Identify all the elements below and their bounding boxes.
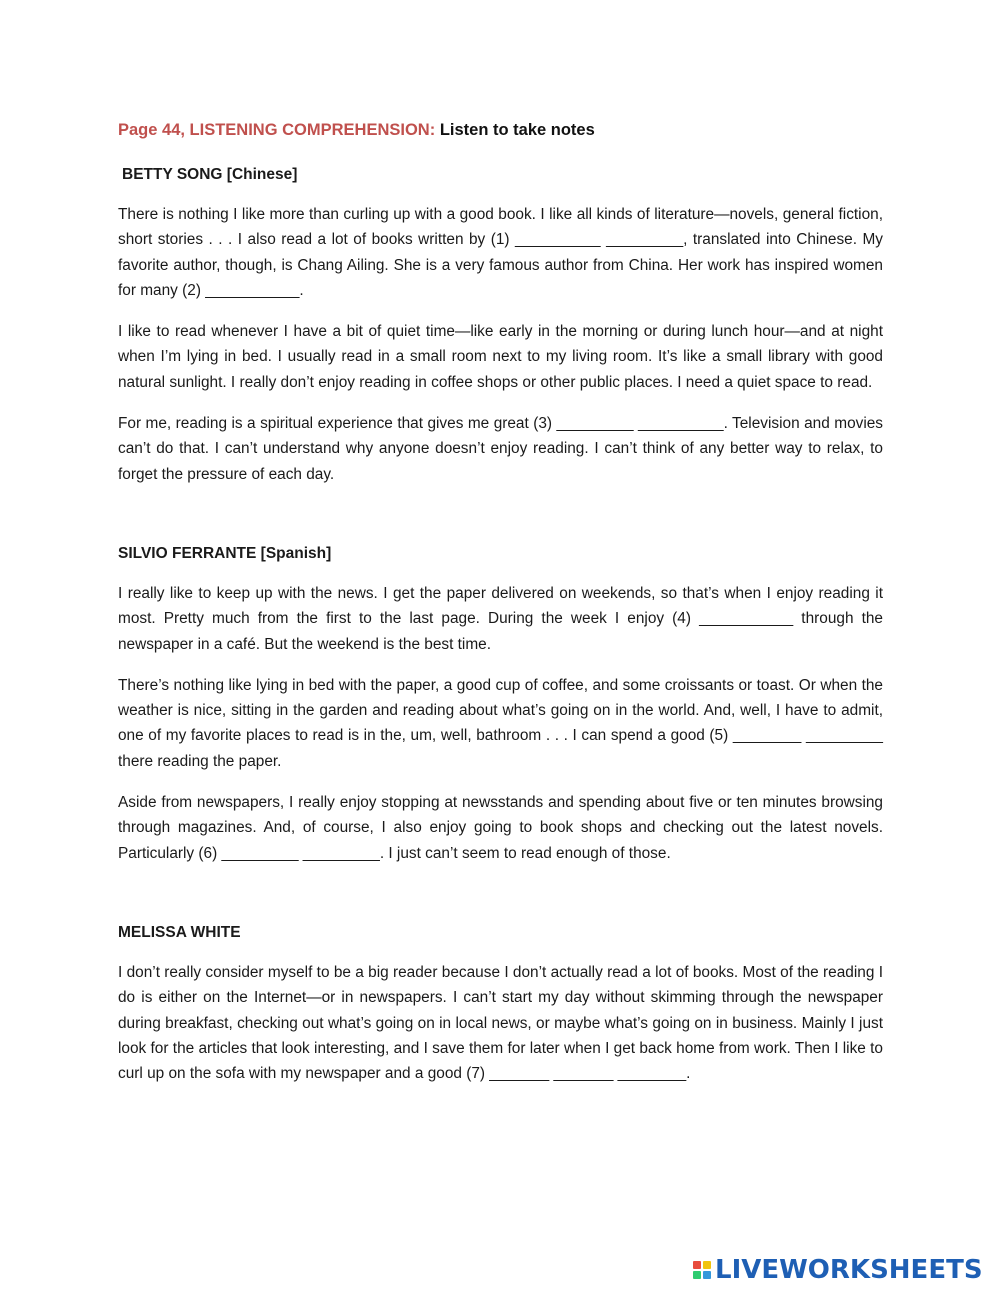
paragraph: I really like to keep up with the news. I get the paper delivered on weekends, so that’s when I enjoy reading it most. Pretty much from the first to the last page. During the week I enjoy (4) ___________ through the newspaper in a café. But the weekend is the best time. xyxy=(118,584,883,653)
worksheet-page xyxy=(118,118,883,1102)
speaker-heading: MELISSA WHITE xyxy=(118,923,241,941)
paragraph: There is nothing I like more than curling up with a good book. I like all kinds of literature—novels, general fiction, short stories . . . I also read a lot of books written by (1) __________ _________, translated into Chinese. My favorite author, though, is Chang Ailing. She is a very famous author from China. Her work has inspired women for many (2) ___________. xyxy=(118,206,883,299)
section-spacer xyxy=(118,503,883,543)
liveworksheets-logo-icon xyxy=(693,1261,711,1279)
section-spacer xyxy=(118,882,883,922)
logo-square xyxy=(693,1271,701,1279)
speaker-heading: BETTY SONG [Chinese] xyxy=(122,166,298,183)
paragraph: Aside from newspapers, I really enjoy stopping at newsstands and spending about five or ten minutes browsing through magazines. And, of course, I also enjoy going to book shops and checking out the latest novels. Particularly (6) _________ _________. I just can’t seem to read enough of those. xyxy=(118,794,883,862)
paragraph: I don’t really consider myself to be a big reader because I don’t actually read a lot of books. Most of the reading I do is either on the Internet—or in newspapers. I can’t start my day without skimming through the newspaper during breakfast, checking out what’s going on in local news, or maybe what’s going on in business. Mainly I just look for the articles that look interesting, and I save them for later when I get back home from work. Then I like to curl up on the sofa with my newspaper and a good (7) _______ _______ ________. xyxy=(118,963,883,1083)
title-rest: Listen to take notes xyxy=(439,121,595,139)
title-lead: Page 44, LISTENING COMPREHENSION: xyxy=(118,121,436,139)
logo-square xyxy=(703,1271,711,1279)
paragraph: For me, reading is a spiritual experience that gives me great (3) _________ __________. Television and movies can’t do that. I can’t understand why anyone doesn’t enjoy reading. I can’t think of any better way to relax, to forget the pressure of each day. xyxy=(118,415,883,483)
liveworksheets-logo xyxy=(693,1255,983,1285)
logo-square xyxy=(693,1261,701,1269)
logo-square xyxy=(703,1261,711,1269)
paragraph: There’s nothing like lying in bed with the paper, a good cup of coffee, and some croissants or toast. Or when the weather is nice, sitting in the garden and reading about what’s going on in the world. And, well, I have to admit, one of my favorite places to read is in the, um, well, bathroom . . . I can spend a good (5) ________ _________ there reading the paper. xyxy=(118,676,883,770)
page-title xyxy=(118,118,883,142)
speaker-heading: SILVIO FERRANTE [Spanish] xyxy=(118,544,332,562)
paragraph: I like to read whenever I have a bit of quiet time—like early in the morning or during lunch hour—and at night when I’m lying in bed. I usually read in a small room next to my living room. It’s like a small library with good natural sunlight. I really don’t enjoy reading in coffee shops or other public places. I need a quiet space to read. xyxy=(118,323,883,391)
brand-name: LIVEWORKSHEETS xyxy=(715,1255,983,1285)
